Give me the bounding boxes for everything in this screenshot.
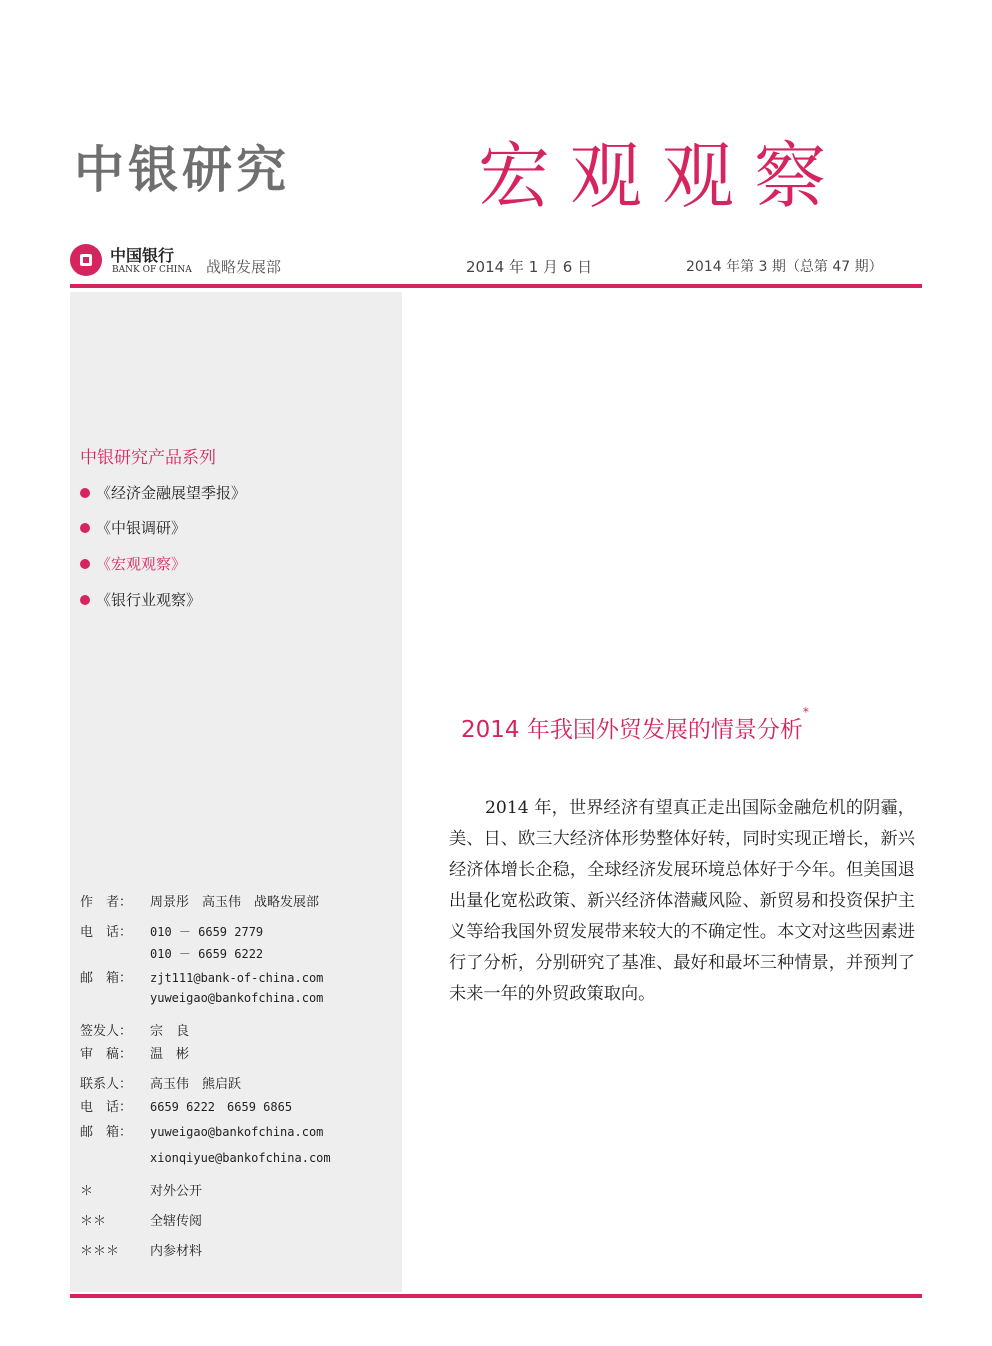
contact-email-row: 邮 箱： yuweigao@bankofchina.com xyxy=(80,1125,324,1140)
series-title: 中银研究产品系列 xyxy=(80,448,216,468)
sidebar-panel xyxy=(70,292,402,1292)
legend-row: ＊＊＊ 内参材料 xyxy=(80,1244,203,1259)
email-row: 邮 箱： zjt111@bank-of-china.com xyxy=(80,971,324,986)
bullet-icon xyxy=(80,595,90,605)
legend-row: ＊＊ 全辖传阅 xyxy=(80,1214,203,1229)
series-item-current: 《宏观观察》 xyxy=(80,553,186,574)
bullet-icon xyxy=(80,559,90,569)
reviewer-row: 审 稿： 温 彬 xyxy=(80,1047,190,1062)
footnote-mark: * xyxy=(802,705,809,719)
bank-name-cn: 中国银行 xyxy=(110,246,175,265)
series-item: 《银行业观察》 xyxy=(80,589,201,610)
article-title: 2014 年我国外贸发展的情景分析* xyxy=(461,705,809,743)
publish-date: 2014 年 1 月 6 日 xyxy=(466,258,593,276)
publication-title: 宏观观察 xyxy=(478,134,847,218)
contact-email-row-2: xionqiyue@bankofchina.com xyxy=(150,1151,331,1165)
contact-phone-row: 电 话： 6659 6222 6659 6865 xyxy=(80,1100,293,1115)
bullet-icon xyxy=(80,488,90,498)
bank-name-en: BANK OF CHINA xyxy=(112,265,192,275)
series-item: 《中银调研》 xyxy=(80,517,186,538)
article-abstract: 2014 年，世界经济有望真正走出国际金融危机的阴霾，美、日、欧三大经济体形势整体好转，同时实现正增长，新兴经济体增长企稳，全球经济发展环境总体好于今年。但美国退出量化宽松政策、新兴经济体潜藏风险、新贸易和投资保护主义等给我国外贸发展带来较大的不确定性。本文对这些因素进行了分析，分别研究了基准、最好和最坏三种情景，并预判了未来一年的外贸政策取向。 xyxy=(449,798,915,1004)
phone-row: 电 话： 010 － 6659 2779 xyxy=(80,925,264,940)
author-row: 作 者： 周景彤 高玉伟 战略发展部 xyxy=(80,895,320,910)
bank-of-china-logo-icon xyxy=(70,244,102,276)
signer-row: 签发人： 宗 良 xyxy=(80,1024,190,1039)
series-item: 《经济金融展望季报》 xyxy=(80,482,246,503)
footer-rule xyxy=(70,1294,922,1298)
legend-row: ＊ 对外公开 xyxy=(80,1184,203,1199)
phone-row-2: 010 － 6659 6222 xyxy=(150,947,264,961)
brand-logo-text: 中银研究 xyxy=(74,140,290,199)
contact-row: 联系人： 高玉伟 熊启跃 xyxy=(80,1077,242,1092)
issue-number: 2014 年第 3 期（总第 47 期） xyxy=(686,259,883,275)
email-row-2: yuweigao@bankofchina.com xyxy=(150,991,324,1005)
header-rule xyxy=(70,284,922,288)
bullet-icon xyxy=(80,523,90,533)
department: 战略发展部 xyxy=(206,258,282,276)
